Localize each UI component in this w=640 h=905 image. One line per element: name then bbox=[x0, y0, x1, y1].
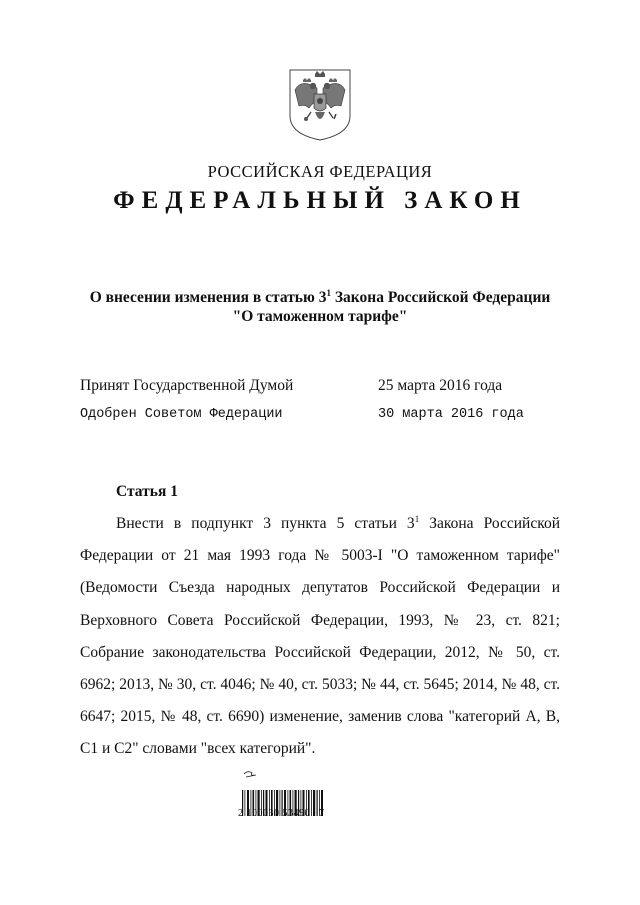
adoption-date: 25 марта 2016 года bbox=[378, 377, 503, 394]
law-title-line1-end: Закона Российской Федерации bbox=[330, 289, 551, 307]
adoption-row-council bbox=[80, 407, 580, 422]
coat-of-arms-icon bbox=[287, 68, 353, 142]
adoption-date: 30 марта 2016 года bbox=[378, 407, 524, 422]
article-text-start: Внести в подпункт 3 пункта 5 статьи 3 bbox=[116, 515, 415, 532]
adoption-label: Одобрен Советом Федерации bbox=[80, 407, 283, 422]
article-text-rest: Закона Российской Федерации от 21 мая 1993 года № 5003-I "О таможенном тарифе" (Ведомости Съезда народных депутатов Российской Федерации и Верховного Совета Российской Федерации, 1993, № 23, ст. 821; Собрание законодательства Российской Федерации, 2012, № 50, ст. 6962; 2013, № 30, ст. 4046; № 40, ст. 5033; № 44, ст. 5645; 2014, № 48, ст. 6647; 2015, № 48, ст. 6690) изменение, заменив слова "категорий А, В, С1 и С2" словами "всех категорий". bbox=[80, 515, 560, 758]
law-title-line1-start: О внесении изменения в статью 3 bbox=[89, 289, 327, 307]
article-body bbox=[80, 508, 560, 766]
law-title bbox=[60, 284, 580, 326]
barcode-number: 2 100030 53490 7 bbox=[238, 808, 325, 819]
article-heading: Статья 1 bbox=[116, 483, 178, 500]
law-title-superscript: 1 bbox=[326, 288, 331, 298]
article-text-superscript: 1 bbox=[414, 513, 420, 524]
adoption-row-duma bbox=[80, 377, 580, 395]
law-title-line2: "О таможенном тарифе" bbox=[232, 308, 408, 326]
adoption-label: Принят Государственной Думой bbox=[80, 377, 294, 394]
law-type-heading: ФЕДЕРАЛЬНЫЙ ЗАКОН bbox=[113, 187, 527, 214]
country-name: РОССИЙСКАЯ ФЕДЕРАЦИЯ bbox=[207, 162, 433, 181]
